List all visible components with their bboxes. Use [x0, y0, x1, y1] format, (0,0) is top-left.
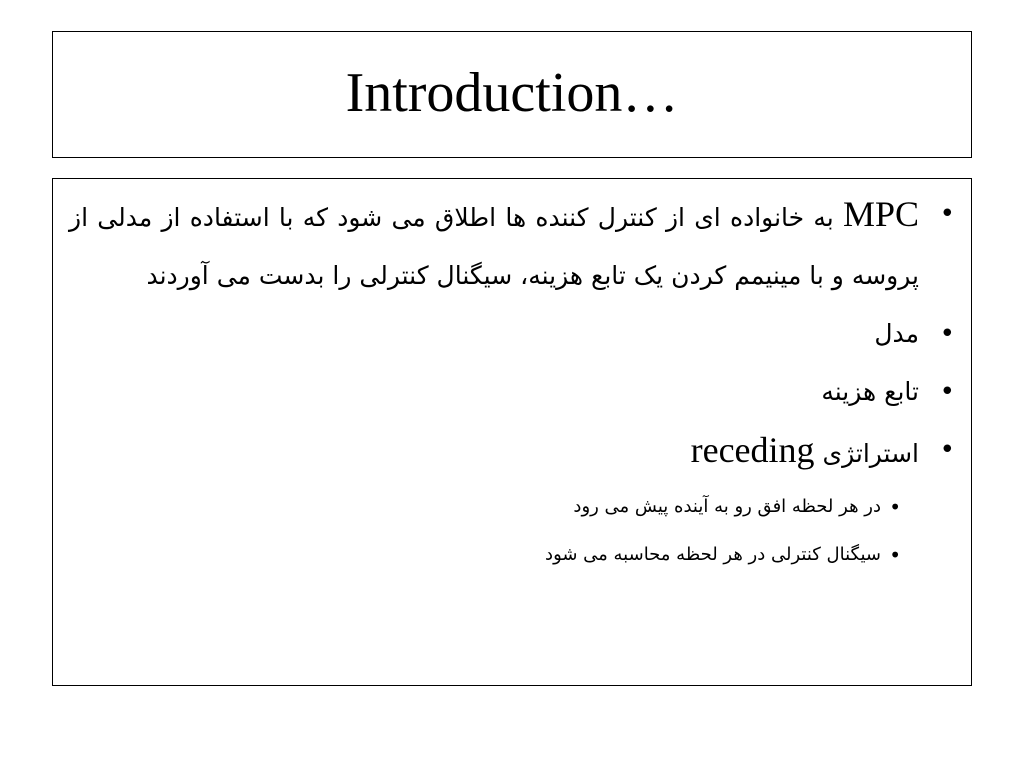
sub-bullet-text-horizon: در هر لحظه افق رو به آینده پیش می رود [573, 496, 881, 517]
sub-bullet-dot: • [889, 495, 901, 519]
bullet-text-mpc-definition: به خانواده ای از کنترل کننده ها اطلاق می شود که با استفاده از مدلی از پروسه و با مینیمم کردن یک تابع هزینه، سیگنال کنترلی را بدست می آوردند [69, 203, 919, 290]
sub-bullet-horizon [69, 483, 959, 531]
bullet-dot: • [939, 199, 955, 229]
sub-bullet-text-control-signal: سیگنال کنترلی در هر لحظه محاسبه می شود [545, 544, 881, 565]
sub-bullet-control-signal [69, 531, 959, 579]
bullet-dot: • [939, 377, 955, 407]
sub-bullet-dot: • [889, 543, 901, 567]
bullet-lead-mpc: MPC [842, 194, 920, 234]
bullet-trail-receding: receding [690, 430, 815, 470]
bullet-mpc-definition [69, 185, 959, 305]
bullet-text-strategy: استراتژی [822, 439, 919, 468]
title-box [52, 31, 972, 158]
bullet-model [69, 305, 959, 363]
bullet-text-cost-function: تابع هزینه [821, 377, 919, 406]
bullet-dot: • [939, 435, 955, 465]
bullet-cost-function [69, 363, 959, 421]
bullet-dot: • [939, 319, 955, 349]
bullet-receding-strategy [69, 421, 959, 483]
bullet-list [69, 185, 959, 579]
content-box [52, 178, 972, 686]
slide-title: Introduction… [345, 61, 679, 124]
bullet-text-model: مدل [874, 319, 919, 348]
